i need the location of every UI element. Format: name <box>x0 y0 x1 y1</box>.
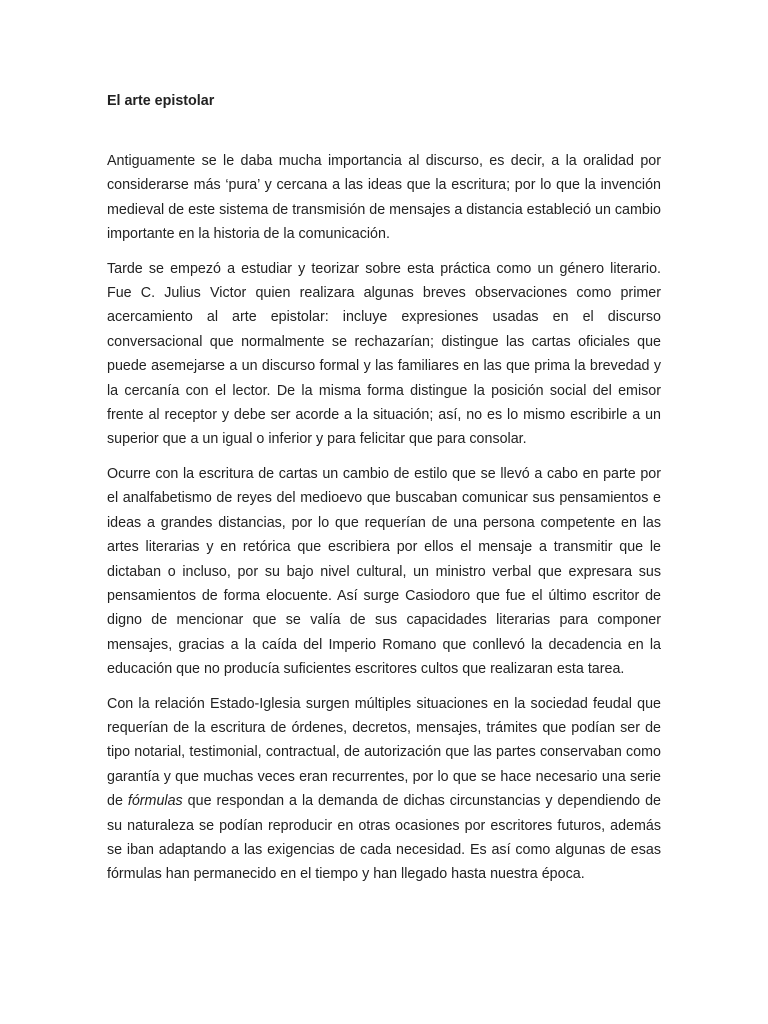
paragraph-1: Antiguamente se le daba mucha importancia al discurso, es decir, a la oralidad por considerarse más ‘pura’ y cercana a las ideas que la escritura; por lo que la invención medieval de este sistema de transmisión de mensajes a distancia estableció un cambio importante en la historia de la comunicación. <box>107 153 661 243</box>
paragraph-2: Tarde se empezó a estudiar y teorizar sobre esta práctica como un género literario. Fue C. Julius Victor quien realizara algunas breves observaciones como primer acercamiento al arte epistolar: incluye expresiones usadas en el discurso conversacional que normalmente se rechazarían; distingue las cartas oficiales que puede asemejarse a un discurso formal y las familiares en las que prima la brevedad y la cercanía con el lector. De la misma forma distingue la posición social del emisor frente al receptor y debe ser acorde a la situación; así, no es lo mismo escribirle a un superior que a un igual o inferior y para felicitar que para consolar. <box>107 260 661 448</box>
paragraph-4-text-after: que respondan a la demanda de dichas circunstancias y dependiendo de su naturaleza se podían reproducir en otras ocasiones por escritores futuros, además se iban adaptando a las exigencias de cada necesidad. Es así como algunas de esas fórmulas han permanecido en el tiempo y han llegado hasta nuestra época. <box>107 793 661 883</box>
paragraph-4-italic-term: fórmulas <box>127 793 183 810</box>
document-page <box>107 92 661 897</box>
paragraph-3: Ocurre con la escritura de cartas un cambio de estilo que se llevó a cabo en parte por el analfabetismo de reyes del medioevo que buscaban comunicar sus pensamientos e ideas a grandes distancias, por lo que requerían de una persona competente en las artes literarias y en retórica que escribiera por ellos el mensaje a transmitir que le dictaban o incluso, por su bajo nivel cultural, un ministro verbal que expresara sus pensamientos de forma elocuente. Así surge Casiodoro que fue el último escritor de digno de mencionar que se valía de sus capacidades literarias para componer mensajes, gracias a la caída del Imperio Romano que conllevó la decadencia en la educación que no producía suficientes escritores cultos que realizaran esta tarea. <box>107 465 661 678</box>
document-title: El arte epistolar <box>107 93 215 109</box>
paragraph-4 <box>107 692 661 887</box>
paragraph-4-text-before: Con la relación Estado-Iglesia surgen múltiples situaciones en la sociedad feudal que requerían de la escritura de órdenes, decretos, mensajes, trámites que podían ser de tipo notarial, testimonial, contractual, de autorización que las partes conservaban como garantía y que muchas veces eran recurrentes, por lo que se hace necesario una serie de <box>107 695 661 810</box>
